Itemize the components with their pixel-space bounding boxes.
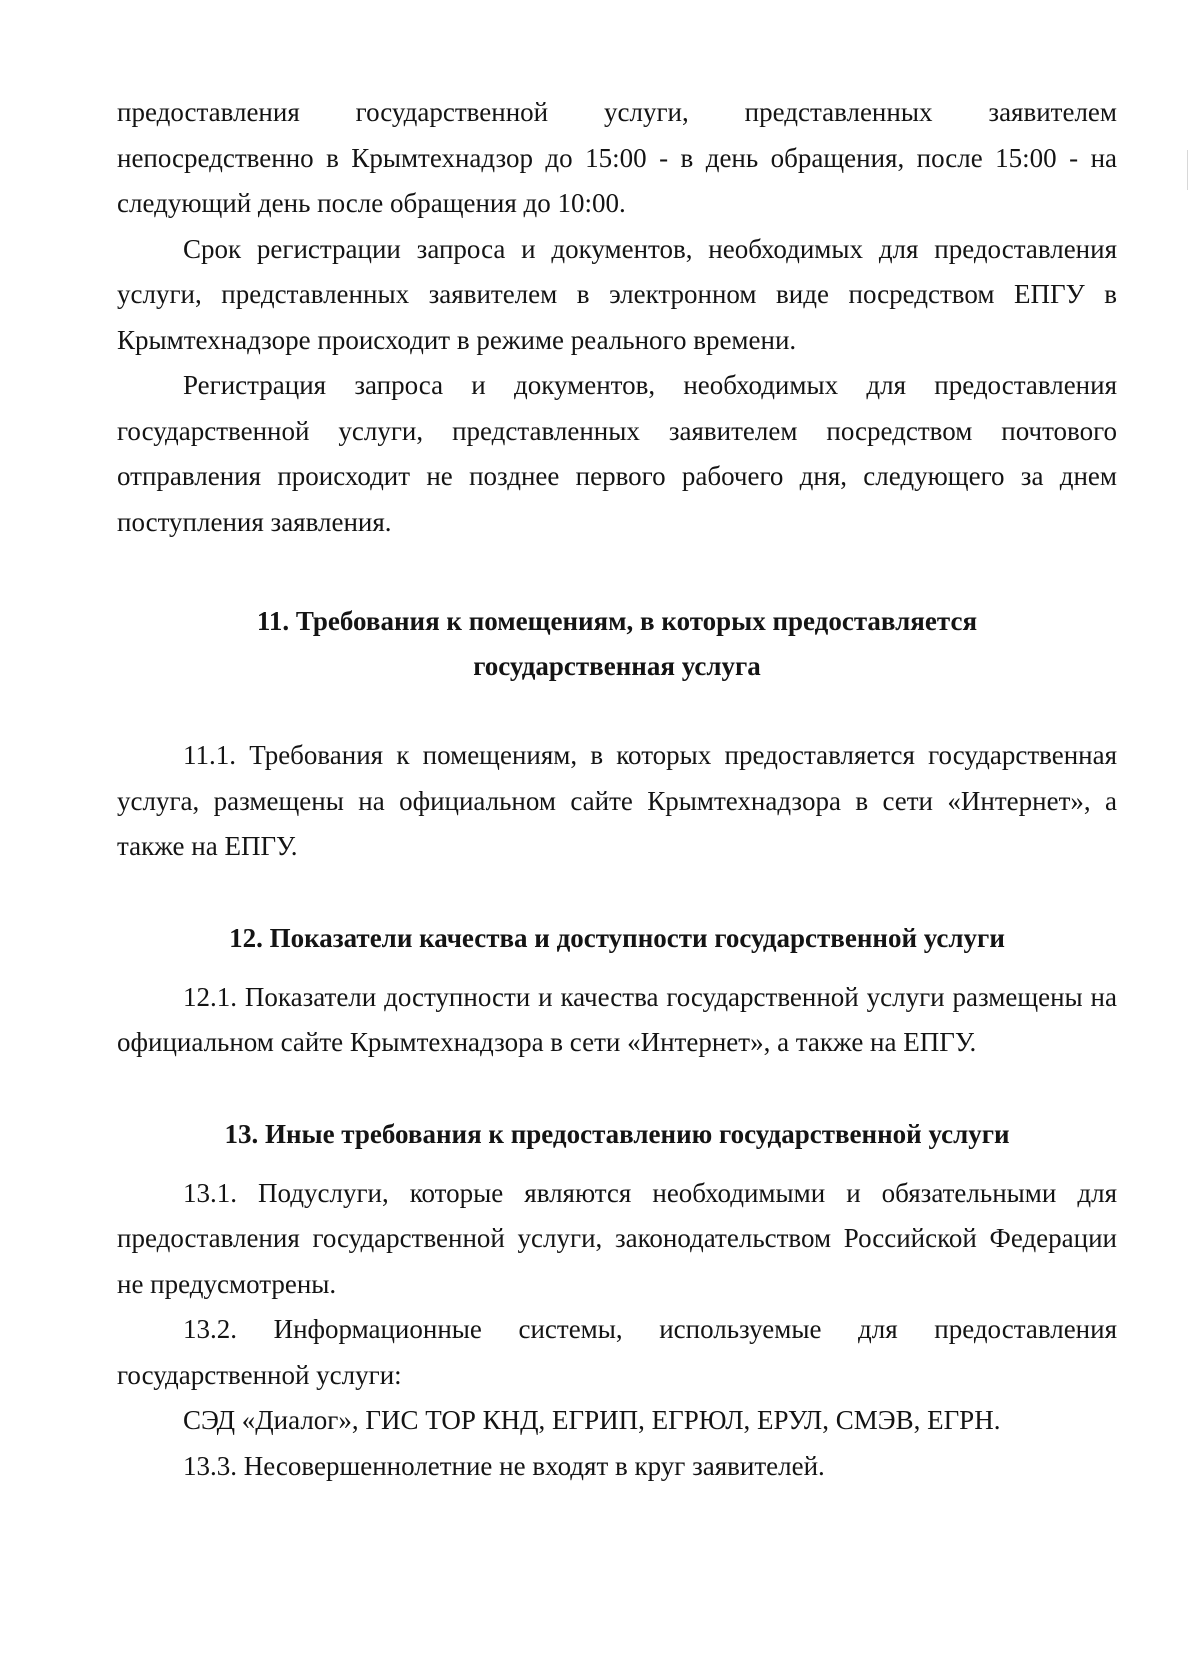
- document-body: [117, 90, 1117, 1489]
- section-11-heading-line2: государственная услуга: [473, 651, 761, 681]
- paragraph-13-1: 13.1. Подуслуги, которые являются необходимыми и обязательными для предоставления государственной услуги, законодательством Российской Федерации не предусмотрены.: [117, 1177, 1117, 1299]
- section-11-heading-line1: 11. Требования к помещениям, в которых предоставляется: [256, 606, 978, 636]
- paragraph-13-3: 13.3. Несовершеннолетние не входят в круг заявителей.: [183, 1450, 825, 1481]
- paragraph-11-1: 11.1. Требования к помещениям, в которых предоставляется государственная услуга, размещены на официальном сайте Крымтехнадзора в сети «Интернет», а также на ЕПГУ.: [117, 740, 1117, 861]
- section-13-heading: 13. Иные требования к предоставлению государственной услуги: [224, 1118, 1010, 1149]
- paragraph-information-systems: СЭД «Диалог», ГИС ТОР КНД, ЕГРИП, ЕГРЮЛ, ЕРУЛ, СМЭВ, ЕГРН.: [183, 1405, 1001, 1435]
- scan-edge-mark: [1187, 150, 1188, 190]
- section-11-heading: [117, 599, 1117, 689]
- paragraph-13-2: 13.2. Информационные системы, используемые для предоставления государственной услуги:: [117, 1314, 1117, 1390]
- paragraph-intro-continuation: предоставления государственной услуги, представленных заявителем непосредственно в Крымтехнадзор до 15:00 - в день обращения, после 15:00 - на следующий день после обращения до 10:00.: [117, 97, 1117, 218]
- section-12-heading: 12. Показатели качества и доступности государственной услуги: [229, 922, 1005, 953]
- paragraph-12-1: 12.1. Показатели доступности и качества государственной услуги размещены на официальном сайте Крымтехнадзора в сети «Интернет», а также на ЕПГУ.: [117, 981, 1117, 1057]
- paragraph-registration-postal: Регистрация запроса и документов, необходимых для предоставления государственной услуги, представленных заявителем посредством почтового отправления происходит не позднее первого рабочего дня, следующего за днем поступления заявления.: [117, 370, 1117, 537]
- paragraph-registration-epgu: Срок регистрации запроса и документов, необходимых для предоставления услуги, представленных заявителем в электронном виде посредством ЕПГУ в Крымтехнадзоре происходит в режиме реального времени.: [117, 233, 1117, 355]
